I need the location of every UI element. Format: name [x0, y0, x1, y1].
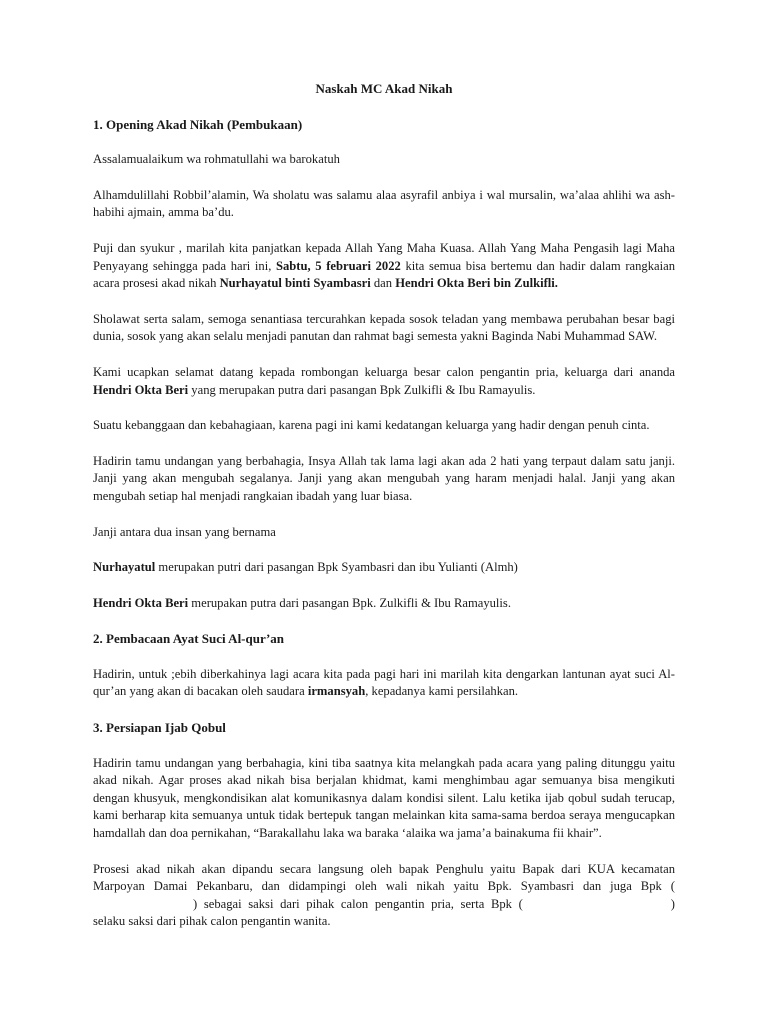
document-title: Naskah MC Akad Nikah [315, 81, 453, 96]
paragraph-bride-parents [93, 559, 675, 577]
text-segment: merupakan putra dari pasangan Bpk. Zulkifli & Ibu Ramayulis. [188, 595, 511, 610]
paragraph-sholawat: Sholawat serta salam, semoga senantiasa tercurahkan kepada sosok teladan yang membawa perubahan besar bagi dunia, sosok yang akan selalu menjadi panutan dan rahmat bagi semesta yakni Baginda Nabi Muhammad SAW. [93, 311, 675, 344]
text-segment: Kami ucapkan selamat datang kepada rombongan keluarga besar calon pengantin pria, keluarga dari ananda [93, 364, 675, 379]
document-page [93, 80, 675, 931]
bride-full-name: Nurhayatul binti Syambasri [219, 276, 371, 291]
paragraph-promise: Hadirin tamu undangan yang berbahagia, Insya Allah tak lama lagi akan ada 2 hati yang terpaut dalam satu janji. Janji yang akan mengubah segalanya. Janji yang akan mengubah yang haram menjadi halal. Janji yang akan mengubah setiap hal menjadi rangkaian ibadah yang luar biasa. [93, 453, 675, 503]
text-segment: yang merupakan putra dari pasangan Bpk Zulkifli & Ibu Ramayulis. [188, 382, 536, 397]
paragraph-alhamdulillah: Alhamdulillahi Robbil’alamin, Wa sholatu was salamu alaa asyrafil anbiya i wal mursalin, wa’alaa ahlihi wa ash-habihi ajmain, amma ba’du. [93, 187, 675, 220]
paragraph-quran-reading [93, 666, 675, 701]
section-heading-opening: 1. Opening Akad Nikah (Pembukaan) [93, 116, 303, 132]
groom-name: Hendri Okta Beri [93, 595, 189, 610]
text-segment: kita semua bisa bertemu dan hadir dalam rangkaian acara prosesi akad nikah [93, 258, 675, 291]
paragraph-groom-parents [93, 595, 675, 613]
text-segment: Prosesi akad nikah akan dipandu secara langsung oleh bapak Penghulu yaitu Bapak dari KUA kecamatan Marpoyan Damai Pekanbaru, dan didampingi oleh wali nikah yaitu Bpk. Syambasri dan juga Bpk ( [93, 861, 675, 894]
paragraph-puji-syukur [93, 240, 675, 293]
groom-full-name: Hendri Okta Beri bin Zulkifli. [395, 276, 558, 291]
paragraph-pride: Suatu kebanggaan dan kebahagiaan, karena pagi ini kami kedatangan keluarga yang hadir dengan penuh cinta. [93, 418, 650, 433]
text-segment: selaku saksi dari pihak calon pengantin wanita. [93, 914, 331, 929]
text-segment: merupakan putri dari pasangan Bpk Syambasri dan ibu Yulianti (Almh) [155, 560, 518, 575]
groom-name: Hendri Okta Beri [93, 382, 189, 397]
event-date: Sabtu, 5 februari 2022 [276, 258, 401, 273]
section-heading-quran: 2. Pembacaan Ayat Suci Al-qur’an [93, 631, 285, 647]
paragraph-welcome [93, 364, 675, 399]
paragraph-greeting: Assalamualaikum wa rohmatullahi wa barokatuh [93, 152, 340, 167]
section-heading-ijab-qobul: 3. Persiapan Ijab Qobul [93, 720, 226, 736]
reciter-name: irmansyah [307, 684, 366, 699]
paragraph-witnesses [93, 861, 675, 931]
text-segment: Puji dan syukur , marilah kita panjatkan kepada Allah Yang Maha Kuasa. Allah Yang Maha Pengasih lagi Maha Penyayang sehingga pada hari ini, [93, 240, 675, 273]
paragraph-ijab-qobul: Hadirin tamu undangan yang berbahagia, kini tiba saatnya kita melangkah pada acara yang paling ditunggu yaitu akad nikah. Agar proses akad nikah bisa berjalan khidmat, kami menghimbau agar semuanya bisa mengikuti dengan khusyuk, mengkondisikan alat komunikasnya dalam kondisi silent. Lalu ketika ijab qobul sudah terucap, kami berharap kita semuanya untuk tidak bertepuk tangan melainkan kita sama-sama berdoa seraya mengucapkan hamdallah dan doa pernikahan, “Barakallahu laka wa baraka ‘alaika wa jama’a bainakuma fii khair”. [93, 755, 675, 841]
paragraph-two-souls: Janji antara dua insan yang bernama [93, 524, 276, 539]
text-segment: dan [370, 276, 396, 291]
bride-name: Nurhayatul [93, 560, 156, 575]
text-segment: , kepadanya kami persilahkan. [365, 684, 519, 699]
text-segment: Hadirin, untuk ;ebih diberkahinya lagi acara kita pada pagi hari ini marilah kita dengarkan lantunan ayat suci Al-qur’an yang akan di bacakan oleh saudara [93, 666, 675, 699]
text-segment: ) sebagai saksi dari pihak calon pengantin pria, serta Bpk ( [193, 896, 523, 911]
text-segment: ) [670, 896, 675, 911]
